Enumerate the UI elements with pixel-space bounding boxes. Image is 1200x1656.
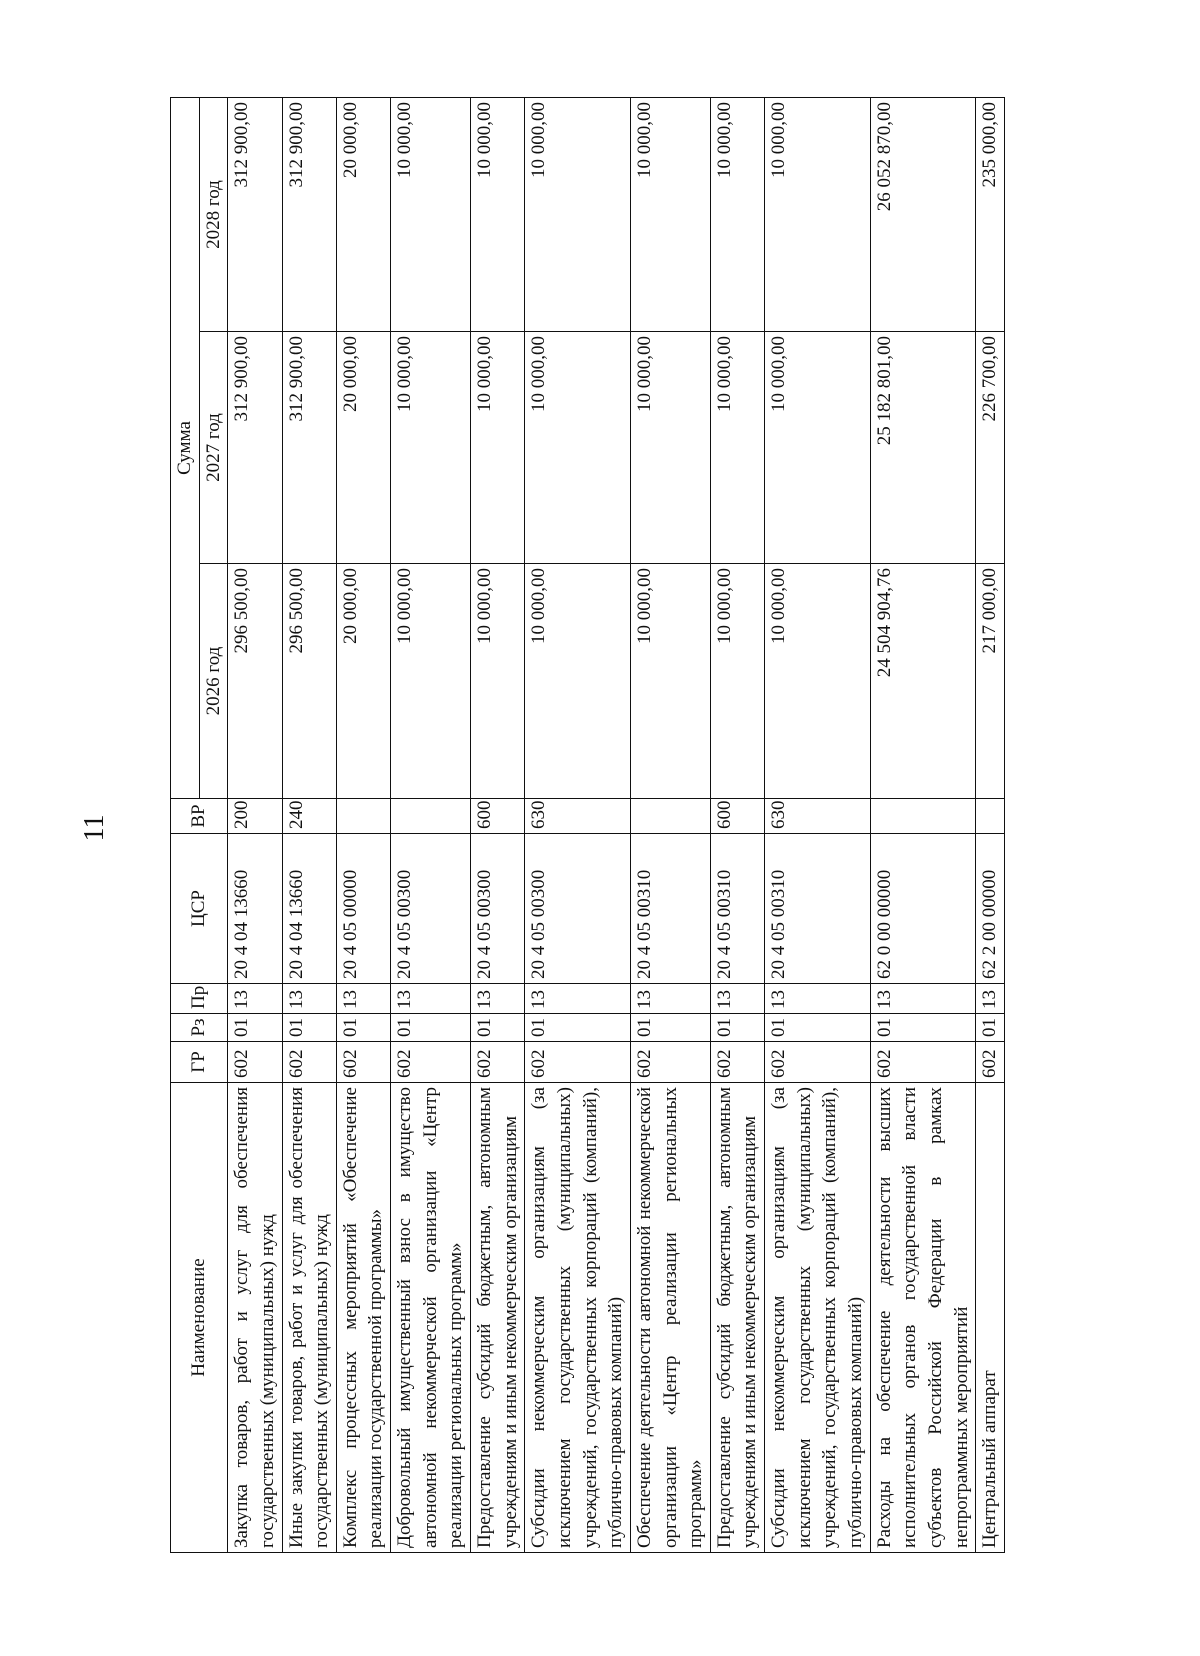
cell-name: Предоставление субсидий бюджетным, автономным учреждениям и иным некоммерческим организациям [710, 1083, 764, 1553]
cell-2027: 226 700,00 [976, 332, 1005, 564]
cell-pr: 13 [391, 984, 471, 1014]
cell-pr: 13 [765, 984, 871, 1014]
cell-2028: 10 000,00 [630, 98, 710, 332]
cell-vr: 200 [228, 799, 282, 834]
header-name: Наименование [171, 1083, 228, 1553]
cell-gr: 602 [282, 1042, 336, 1083]
cell-pr: 13 [282, 984, 336, 1014]
cell-2026: 296 500,00 [228, 564, 282, 799]
cell-rz: 01 [630, 1014, 710, 1042]
table-header-row [171, 98, 200, 1553]
cell-2027: 10 000,00 [765, 332, 871, 564]
cell-csr: 20 4 05 00310 [630, 834, 710, 984]
cell-csr: 20 4 05 00310 [765, 834, 871, 984]
table-row [710, 98, 764, 1553]
cell-2026: 20 000,00 [336, 564, 390, 799]
cell-pr: 13 [710, 984, 764, 1014]
cell-pr: 13 [471, 984, 525, 1014]
cell-2028: 10 000,00 [765, 98, 871, 332]
header-gr: ГР [171, 1042, 228, 1083]
cell-gr: 602 [471, 1042, 525, 1083]
cell-csr: 20 4 05 00300 [471, 834, 525, 984]
table-row [976, 98, 1005, 1553]
header-sum: Сумма [171, 98, 200, 799]
cell-vr [870, 799, 976, 834]
cell-2026: 10 000,00 [765, 564, 871, 799]
cell-name: Добровольный имущественный взнос в имущество автономной некоммерческой организации «Центр реализации региональных программ» [391, 1083, 471, 1553]
cell-2028: 235 000,00 [976, 98, 1005, 332]
cell-2028: 312 900,00 [282, 98, 336, 332]
table-body [228, 98, 1005, 1553]
cell-name: Иные закупки товаров, работ и услуг для обеспечения государственных (муниципальных) нужд [282, 1083, 336, 1553]
cell-vr: 630 [525, 799, 631, 834]
cell-pr: 13 [870, 984, 976, 1014]
cell-gr: 602 [870, 1042, 976, 1083]
cell-vr: 630 [765, 799, 871, 834]
cell-rz: 01 [282, 1014, 336, 1042]
cell-2028: 10 000,00 [471, 98, 525, 332]
cell-2026: 10 000,00 [630, 564, 710, 799]
cell-csr: 62 0 00 00000 [870, 834, 976, 984]
cell-rz: 01 [710, 1014, 764, 1042]
cell-rz: 01 [228, 1014, 282, 1042]
header-rz: Рз [171, 1014, 228, 1042]
cell-vr [391, 799, 471, 834]
header-pr: Пр [171, 984, 228, 1014]
cell-name: Субсидии некоммерческим организациям (за исключением государственных (муниципальных) учреждений, государственных корпораций (компаний), публично-правовых компаний) [525, 1083, 631, 1553]
cell-name: Комплекс процессных мероприятий «Обеспечение реализации государственной программы» [336, 1083, 390, 1553]
cell-2026: 217 000,00 [976, 564, 1005, 799]
cell-csr: 20 4 05 00000 [336, 834, 390, 984]
cell-name: Закупка товаров, работ и услуг для обеспечения государственных (муниципальных) нужд [228, 1083, 282, 1553]
cell-2026: 10 000,00 [710, 564, 764, 799]
cell-gr: 602 [525, 1042, 631, 1083]
table-row [765, 98, 871, 1553]
cell-name: Субсидии некоммерческим организациям (за исключением государственных (муниципальных) учреждений, государственных корпораций (компаний), публично-правовых компаний) [765, 1083, 871, 1553]
cell-2027: 10 000,00 [630, 332, 710, 564]
table-row [870, 98, 976, 1553]
cell-csr: 20 4 04 13660 [228, 834, 282, 984]
cell-2028: 312 900,00 [228, 98, 282, 332]
cell-rz: 01 [976, 1014, 1005, 1042]
cell-vr: 240 [282, 799, 336, 834]
table-row [391, 98, 471, 1553]
rotated-table-container [170, 98, 1005, 1553]
cell-rz: 01 [870, 1014, 976, 1042]
cell-gr: 602 [710, 1042, 764, 1083]
cell-name: Расходы на обеспечение деятельности высших исполнительных органов государственной власти субъектов Российской Федерации в рамках непрограммных мероприятий [870, 1083, 976, 1553]
cell-csr: 20 4 04 13660 [282, 834, 336, 984]
cell-pr: 13 [630, 984, 710, 1014]
cell-rz: 01 [391, 1014, 471, 1042]
cell-gr: 602 [336, 1042, 390, 1083]
header-year-2028: 2028 год [199, 98, 228, 332]
cell-pr: 13 [976, 984, 1005, 1014]
cell-2027: 312 900,00 [282, 332, 336, 564]
header-vr: ВР [171, 799, 228, 834]
header-year-2026: 2026 год [199, 564, 228, 799]
table-row [525, 98, 631, 1553]
cell-csr: 20 4 05 00300 [391, 834, 471, 984]
cell-rz: 01 [525, 1014, 631, 1042]
cell-2026: 10 000,00 [391, 564, 471, 799]
budget-table [170, 97, 1005, 1553]
cell-vr [630, 799, 710, 834]
cell-2027: 10 000,00 [710, 332, 764, 564]
cell-gr: 602 [391, 1042, 471, 1083]
cell-vr: 600 [710, 799, 764, 834]
cell-pr: 13 [228, 984, 282, 1014]
header-year-2027: 2027 год [199, 332, 228, 564]
table-row [282, 98, 336, 1553]
header-csr: ЦСР [171, 834, 228, 984]
cell-2027: 10 000,00 [525, 332, 631, 564]
cell-2027: 20 000,00 [336, 332, 390, 564]
cell-2026: 10 000,00 [471, 564, 525, 799]
cell-name: Центральный аппарат [976, 1083, 1005, 1553]
cell-rz: 01 [336, 1014, 390, 1042]
page-number: 11 [79, 814, 110, 842]
cell-2027: 10 000,00 [391, 332, 471, 564]
cell-vr [976, 799, 1005, 834]
table-row [630, 98, 710, 1553]
cell-gr: 602 [765, 1042, 871, 1083]
cell-2028: 10 000,00 [710, 98, 764, 332]
cell-2028: 10 000,00 [525, 98, 631, 332]
cell-2028: 26 052 870,00 [870, 98, 976, 332]
cell-2026: 24 504 904,76 [870, 564, 976, 799]
cell-name: Обеспечение деятельности автономной некоммерческой организации «Центр реализации региональных программ» [630, 1083, 710, 1553]
cell-pr: 13 [525, 984, 631, 1014]
table-row [228, 98, 282, 1553]
cell-pr: 13 [336, 984, 390, 1014]
cell-rz: 01 [471, 1014, 525, 1042]
cell-gr: 602 [228, 1042, 282, 1083]
cell-2027: 25 182 801,00 [870, 332, 976, 564]
cell-2026: 296 500,00 [282, 564, 336, 799]
cell-2027: 312 900,00 [228, 332, 282, 564]
table-row [471, 98, 525, 1553]
cell-name: Предоставление субсидий бюджетным, автономным учреждениям и иным некоммерческим организациям [471, 1083, 525, 1553]
table-row [336, 98, 390, 1553]
cell-csr: 62 2 00 00000 [976, 834, 1005, 984]
cell-csr: 20 4 05 00310 [710, 834, 764, 984]
cell-gr: 602 [630, 1042, 710, 1083]
cell-vr [336, 799, 390, 834]
cell-csr: 20 4 05 00300 [525, 834, 631, 984]
cell-2028: 10 000,00 [391, 98, 471, 332]
cell-2026: 10 000,00 [525, 564, 631, 799]
cell-vr: 600 [471, 799, 525, 834]
cell-2028: 20 000,00 [336, 98, 390, 332]
cell-gr: 602 [976, 1042, 1005, 1083]
cell-2027: 10 000,00 [471, 332, 525, 564]
cell-rz: 01 [765, 1014, 871, 1042]
